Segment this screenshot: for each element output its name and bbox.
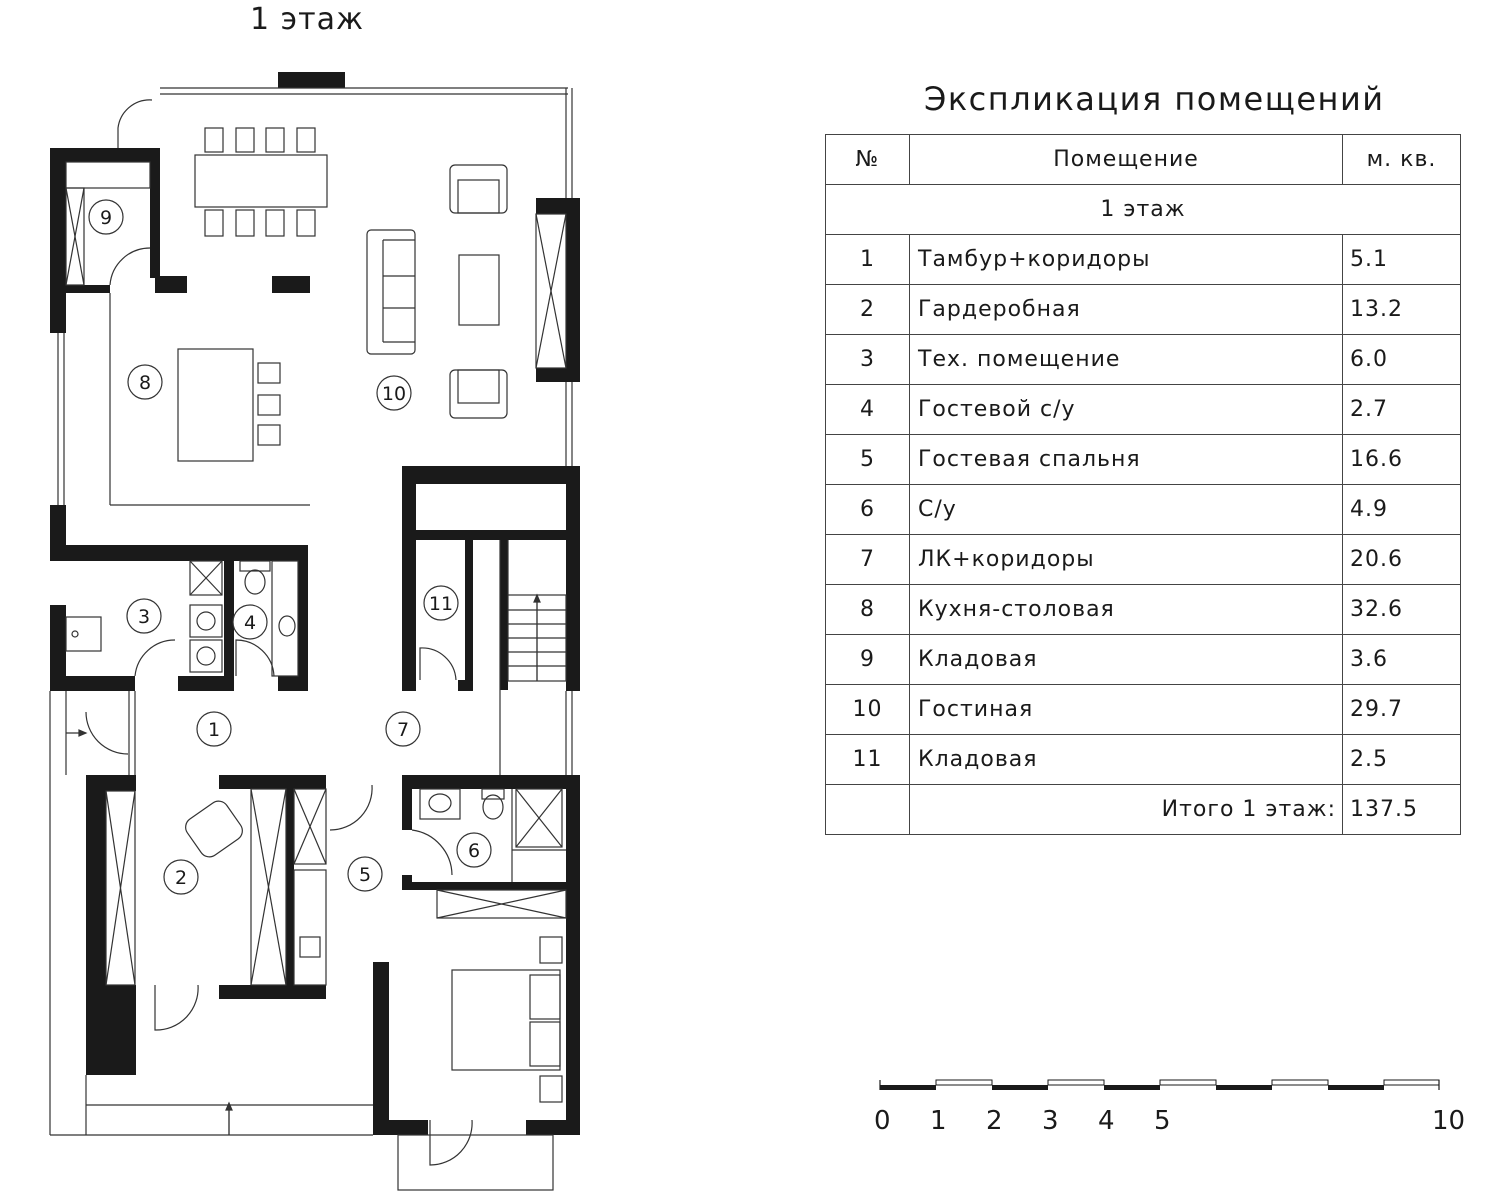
row-area: 4.9 — [1343, 485, 1461, 535]
header-area: м. кв. — [1343, 135, 1461, 185]
row-area: 2.5 — [1343, 735, 1461, 785]
row-no: 6 — [826, 485, 910, 535]
row-room: Тех. помещение — [910, 335, 1343, 385]
row-no: 8 — [826, 585, 910, 635]
row-no: 3 — [826, 335, 910, 385]
table-row — [826, 535, 1461, 585]
row-no: 9 — [826, 635, 910, 685]
scale-label-0: 0 — [874, 1106, 891, 1136]
row-room: Гостевой с/у — [910, 385, 1343, 435]
room-marker-label-8: 8 — [138, 372, 152, 394]
table-row — [826, 435, 1461, 485]
room-marker-label-6: 6 — [467, 840, 481, 862]
header-no: № — [826, 135, 910, 185]
row-room: Кухня-столовая — [910, 585, 1343, 635]
row-area: 5.1 — [1343, 235, 1461, 285]
row-area: 16.6 — [1343, 435, 1461, 485]
row-area: 3.6 — [1343, 635, 1461, 685]
explication-title: Экспликация помещений — [924, 80, 1385, 118]
table-header-row — [826, 135, 1461, 185]
row-room: Гостиная — [910, 685, 1343, 735]
header-room: Помещение — [910, 135, 1343, 185]
row-room: ЛК+коридоры — [910, 535, 1343, 585]
table-section-row — [826, 185, 1461, 235]
row-area: 20.6 — [1343, 535, 1461, 585]
scale-bar — [870, 1074, 1450, 1098]
scale-label-5: 5 — [1154, 1106, 1171, 1136]
table-row — [826, 235, 1461, 285]
total-value: 137.5 — [1343, 785, 1461, 835]
table-row — [826, 635, 1461, 685]
room-marker-label-10: 10 — [381, 383, 407, 405]
room-marker-label-1: 1 — [207, 719, 221, 741]
row-no: 1 — [826, 235, 910, 285]
row-no: 11 — [826, 735, 910, 785]
row-no: 10 — [826, 685, 910, 735]
row-room: Тамбур+коридоры — [910, 235, 1343, 285]
table-row — [826, 685, 1461, 735]
row-room: Гардеробная — [910, 285, 1343, 335]
room-marker-label-5: 5 — [358, 864, 372, 886]
table-total-row — [826, 785, 1461, 835]
table-row — [826, 285, 1461, 335]
scale-label-2: 2 — [986, 1106, 1003, 1136]
row-room: Гостевая спальня — [910, 435, 1343, 485]
scale-label-4: 4 — [1098, 1106, 1115, 1136]
table-row — [826, 385, 1461, 435]
row-area: 6.0 — [1343, 335, 1461, 385]
row-no: 2 — [826, 285, 910, 335]
row-room: Кладовая — [910, 635, 1343, 685]
row-area: 29.7 — [1343, 685, 1461, 735]
room-marker-label-9: 9 — [99, 207, 113, 229]
section-label: 1 этаж — [826, 185, 1461, 235]
room-marker-label-11: 11 — [428, 593, 454, 615]
row-area: 32.6 — [1343, 585, 1461, 635]
table-row — [826, 335, 1461, 385]
table-row — [826, 485, 1461, 535]
row-room: С/у — [910, 485, 1343, 535]
total-no-empty — [826, 785, 910, 835]
table-row — [826, 585, 1461, 635]
scale-label-3: 3 — [1042, 1106, 1059, 1136]
room-marker-label-4: 4 — [243, 612, 257, 634]
row-area: 2.7 — [1343, 385, 1461, 435]
row-no: 5 — [826, 435, 910, 485]
explication-table — [825, 134, 1461, 835]
row-no: 4 — [826, 385, 910, 435]
scale-label-10: 10 — [1432, 1106, 1466, 1136]
table-row — [826, 735, 1461, 785]
row-area: 13.2 — [1343, 285, 1461, 335]
room-marker-label-2: 2 — [174, 867, 188, 889]
scale-label-1: 1 — [930, 1106, 947, 1136]
floor-title: 1 этаж — [250, 2, 364, 37]
row-no: 7 — [826, 535, 910, 585]
row-room: Кладовая — [910, 735, 1343, 785]
room-marker-label-3: 3 — [137, 606, 151, 628]
total-label: Итого 1 этаж: — [910, 785, 1343, 835]
room-marker-label-7: 7 — [396, 719, 410, 741]
